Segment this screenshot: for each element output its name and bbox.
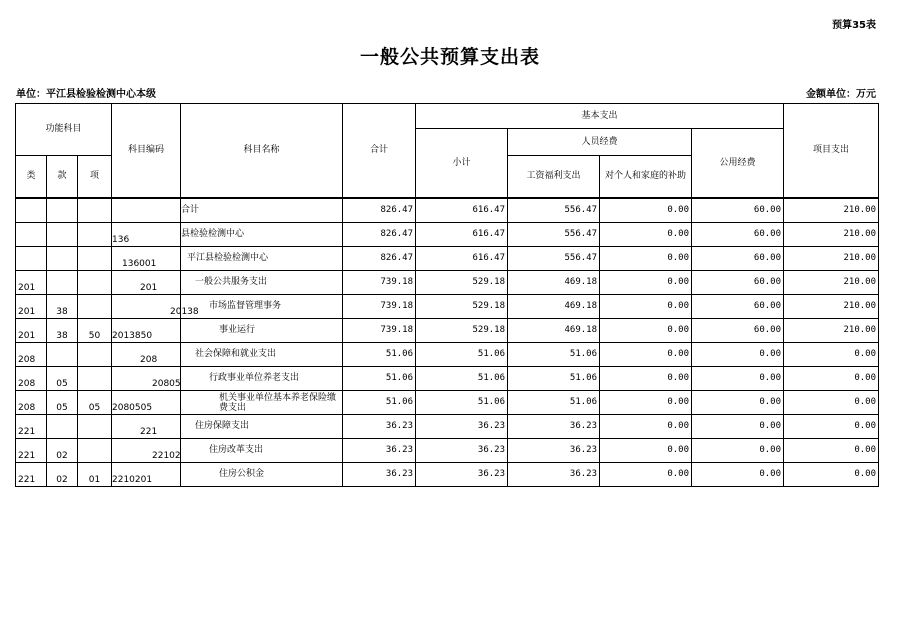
header-lei: 类 — [16, 156, 47, 198]
row-wages: 36.23 — [508, 463, 600, 487]
row-public: 0.00 — [692, 367, 784, 391]
row-wages: 556.47 — [508, 199, 600, 223]
table-row — [16, 247, 879, 271]
row-subsidy: 0.00 — [600, 343, 692, 367]
header-subtotal: 小计 — [416, 129, 508, 198]
row-project: 210.00 — [784, 271, 879, 295]
row-total: 739.18 — [343, 271, 416, 295]
row-name: 行政事业单位养老支出 — [181, 367, 343, 391]
row-kuan — [47, 247, 78, 271]
row-total: 826.47 — [343, 247, 416, 271]
row-wages: 469.18 — [508, 271, 600, 295]
table-number: 预算35表 — [832, 20, 876, 31]
row-public: 60.00 — [692, 247, 784, 271]
row-lei — [16, 247, 47, 271]
row-wages: 51.06 — [508, 367, 600, 391]
row-xiang — [78, 247, 112, 271]
row-subsidy: 0.00 — [600, 439, 692, 463]
row-code: 136 — [112, 223, 181, 247]
table-row — [16, 223, 879, 247]
row-code: 136001 — [112, 247, 181, 271]
table-row — [16, 199, 879, 223]
row-kuan — [47, 199, 78, 223]
row-kuan — [47, 343, 78, 367]
row-xiang — [78, 223, 112, 247]
row-kuan — [47, 223, 78, 247]
row-project: 0.00 — [784, 415, 879, 439]
table-row — [16, 367, 879, 391]
row-project: 210.00 — [784, 247, 879, 271]
row-lei: 208 — [16, 343, 47, 367]
unit-label: 单位：平江县检验检测中心本级 — [16, 89, 156, 100]
budget-table — [15, 103, 879, 487]
row-lei: 201 — [16, 295, 47, 319]
row-subsidy: 0.00 — [600, 271, 692, 295]
row-lei: 208 — [16, 391, 47, 415]
header-personnel: 人员经费 — [508, 129, 692, 156]
row-total: 51.06 — [343, 391, 416, 415]
row-subsidy: 0.00 — [600, 415, 692, 439]
row-wages: 556.47 — [508, 223, 600, 247]
row-project: 210.00 — [784, 295, 879, 319]
row-subtotal: 36.23 — [416, 415, 508, 439]
row-xiang — [78, 271, 112, 295]
row-subtotal: 36.23 — [416, 463, 508, 487]
header-name: 科目名称 — [181, 104, 343, 198]
row-xiang: 05 — [78, 391, 112, 415]
header-code: 科目编码 — [112, 104, 181, 198]
row-public: 60.00 — [692, 271, 784, 295]
row-total: 36.23 — [343, 463, 416, 487]
row-code — [112, 199, 181, 223]
row-project: 0.00 — [784, 367, 879, 391]
header-xiang: 项 — [78, 156, 112, 198]
table-row — [16, 439, 879, 463]
row-subtotal: 529.18 — [416, 271, 508, 295]
row-public: 0.00 — [692, 391, 784, 415]
row-code: 221 — [112, 415, 181, 439]
row-total: 36.23 — [343, 439, 416, 463]
row-public: 60.00 — [692, 319, 784, 343]
row-wages: 51.06 — [508, 343, 600, 367]
row-kuan: 05 — [47, 367, 78, 391]
row-public: 60.00 — [692, 295, 784, 319]
row-subsidy: 0.00 — [600, 295, 692, 319]
row-public: 0.00 — [692, 343, 784, 367]
row-code: 20138 — [112, 295, 181, 319]
row-code: 201 — [112, 271, 181, 295]
row-lei: 221 — [16, 463, 47, 487]
row-name: 市场监督管理事务 — [181, 295, 343, 319]
row-wages: 36.23 — [508, 439, 600, 463]
row-subtotal: 616.47 — [416, 223, 508, 247]
row-xiang — [78, 439, 112, 463]
row-lei: 208 — [16, 367, 47, 391]
row-subsidy: 0.00 — [600, 391, 692, 415]
table-row — [16, 415, 879, 439]
row-code: 20805 — [112, 367, 181, 391]
row-subsidy: 0.00 — [600, 199, 692, 223]
row-name: 平江县检验检测中心 — [181, 247, 343, 271]
table-row — [16, 391, 879, 415]
table-row — [16, 271, 879, 295]
row-kuan: 02 — [47, 439, 78, 463]
row-xiang — [78, 367, 112, 391]
row-name: 住房改革支出 — [181, 439, 343, 463]
row-subtotal: 36.23 — [416, 439, 508, 463]
row-wages: 469.18 — [508, 319, 600, 343]
row-name: 住房公积金 — [181, 463, 343, 487]
row-lei: 201 — [16, 271, 47, 295]
row-total: 826.47 — [343, 199, 416, 223]
row-subsidy: 0.00 — [600, 223, 692, 247]
row-public: 0.00 — [692, 463, 784, 487]
header-basic: 基本支出 — [416, 104, 784, 129]
row-kuan — [47, 415, 78, 439]
table-row — [16, 343, 879, 367]
header-public: 公用经费 — [692, 129, 784, 198]
row-total: 51.06 — [343, 343, 416, 367]
row-code: 208 — [112, 343, 181, 367]
row-subtotal: 51.06 — [416, 367, 508, 391]
row-project: 0.00 — [784, 439, 879, 463]
page-title: 一般公共预算支出表 — [359, 46, 540, 68]
row-subtotal: 529.18 — [416, 295, 508, 319]
row-lei: 221 — [16, 415, 47, 439]
row-project: 0.00 — [784, 391, 879, 415]
row-kuan: 38 — [47, 295, 78, 319]
row-public: 60.00 — [692, 223, 784, 247]
row-name: 机关事业单位基本养老保险缴费支出 — [181, 391, 343, 415]
row-wages: 556.47 — [508, 247, 600, 271]
row-total: 826.47 — [343, 223, 416, 247]
row-name: 社会保障和就业支出 — [181, 343, 343, 367]
row-project: 210.00 — [784, 223, 879, 247]
row-public: 0.00 — [692, 415, 784, 439]
row-kuan: 38 — [47, 319, 78, 343]
row-project: 0.00 — [784, 343, 879, 367]
row-kuan: 02 — [47, 463, 78, 487]
row-wages: 469.18 — [508, 295, 600, 319]
row-xiang: 01 — [78, 463, 112, 487]
row-lei: 221 — [16, 439, 47, 463]
row-xiang — [78, 199, 112, 223]
row-project: 210.00 — [784, 199, 879, 223]
row-subsidy: 0.00 — [600, 367, 692, 391]
row-name: 一般公共服务支出 — [181, 271, 343, 295]
row-subsidy: 0.00 — [600, 319, 692, 343]
row-wages: 51.06 — [508, 391, 600, 415]
header-project: 项目支出 — [784, 104, 879, 198]
row-subtotal: 616.47 — [416, 247, 508, 271]
row-total: 36.23 — [343, 415, 416, 439]
row-total: 739.18 — [343, 295, 416, 319]
header-subsidy: 对个人和家庭的补助 — [600, 156, 692, 198]
row-kuan — [47, 271, 78, 295]
row-name: 合计 — [181, 199, 343, 223]
row-subtotal: 529.18 — [416, 319, 508, 343]
header-kuan: 款 — [47, 156, 78, 198]
row-code: 2080505 — [112, 391, 181, 415]
amount-unit-label: 金额单位：万元 — [806, 89, 876, 100]
row-code: 22102 — [112, 439, 181, 463]
row-total: 51.06 — [343, 367, 416, 391]
row-lei — [16, 199, 47, 223]
row-project: 0.00 — [784, 463, 879, 487]
row-xiang: 50 — [78, 319, 112, 343]
row-name: 事业运行 — [181, 319, 343, 343]
row-public: 0.00 — [692, 439, 784, 463]
row-xiang — [78, 415, 112, 439]
row-subtotal: 51.06 — [416, 391, 508, 415]
header-wages: 工资福利支出 — [508, 156, 600, 198]
row-lei: 201 — [16, 319, 47, 343]
table-row — [16, 319, 879, 343]
row-subsidy: 0.00 — [600, 247, 692, 271]
table-row — [16, 295, 879, 319]
row-xiang — [78, 343, 112, 367]
row-lei — [16, 223, 47, 247]
table-row — [16, 463, 879, 487]
row-project: 210.00 — [784, 319, 879, 343]
row-subtotal: 51.06 — [416, 343, 508, 367]
row-subsidy: 0.00 — [600, 463, 692, 487]
row-public: 60.00 — [692, 199, 784, 223]
row-wages: 36.23 — [508, 415, 600, 439]
row-subtotal: 616.47 — [416, 199, 508, 223]
row-xiang — [78, 295, 112, 319]
row-code: 2210201 — [112, 463, 181, 487]
row-name: 住房保障支出 — [181, 415, 343, 439]
row-total: 739.18 — [343, 319, 416, 343]
header-func-subject: 功能科目 — [16, 104, 112, 156]
row-name: 县检验检测中心 — [181, 223, 343, 247]
row-code: 2013850 — [112, 319, 181, 343]
row-kuan: 05 — [47, 391, 78, 415]
header-total: 合计 — [343, 104, 416, 198]
